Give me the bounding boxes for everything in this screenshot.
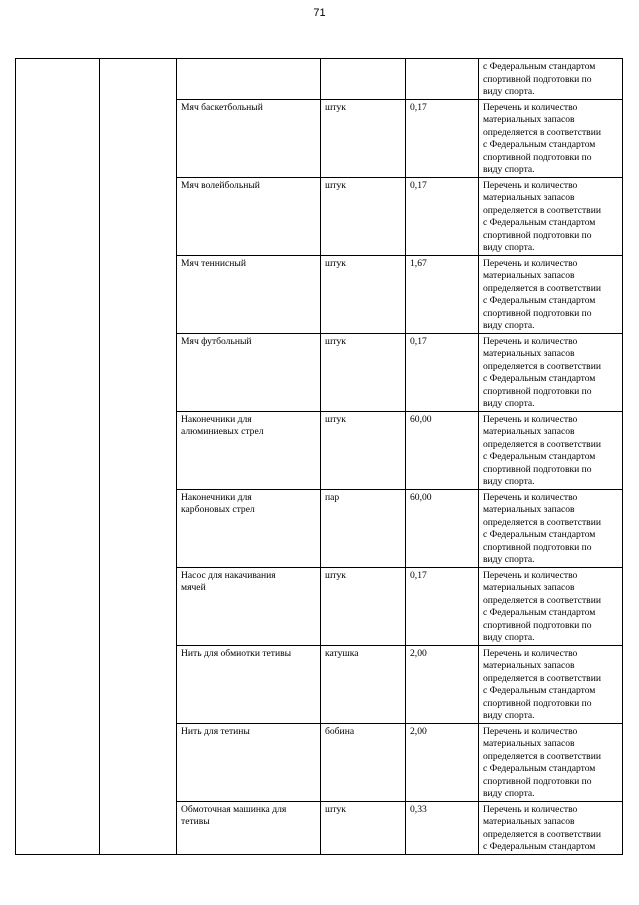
note-cell: Перечень и количество материальных запасов определяется в соответствии с Федеральным стандартом спортивной подготовки по виду спорта.	[479, 99, 623, 177]
note-cell: Перечень и количество материальных запасов определяется в соответствии с Федеральным стандартом спортивной подготовки по виду спорта.	[479, 489, 623, 567]
unit-cell: штук	[321, 333, 406, 411]
table-row-continuation	[16, 59, 623, 100]
qty-cell: 2,00	[406, 723, 479, 801]
note-cell: Перечень и количество материальных запасов определяется в соответствии с Федеральным стандартом спортивной подготовки по виду спорта.	[479, 411, 623, 489]
name-cell: Мяч футбольный	[177, 333, 321, 411]
unit-cell: штук	[321, 99, 406, 177]
qty-cell: 0,17	[406, 99, 479, 177]
note-cell: Перечень и количество материальных запасов определяется в соответствии с Федеральным стандартом	[479, 801, 623, 854]
materials-table	[15, 58, 623, 855]
qty-cell: 0,17	[406, 333, 479, 411]
unit-cell: штук	[321, 255, 406, 333]
note-cell: Перечень и количество материальных запасов определяется в соответствии с Федеральным стандартом спортивной подготовки по виду спорта.	[479, 177, 623, 255]
qty-cell: 2,00	[406, 645, 479, 723]
unit-cell: штук	[321, 177, 406, 255]
note-cell: Перечень и количество материальных запасов определяется в соответствии с Федеральным стандартом спортивной подготовки по виду спорта.	[479, 723, 623, 801]
note-cell: Перечень и количество материальных запасов определяется в соответствии с Федеральным стандартом спортивной подготовки по виду спорта.	[479, 255, 623, 333]
page-number: 71	[313, 7, 326, 19]
name-cell: Мяч баскетбольный	[177, 99, 321, 177]
name-cell: Нить для обмиотки тетивы	[177, 645, 321, 723]
unit-cell: штук	[321, 567, 406, 645]
qty-cell: 0,17	[406, 567, 479, 645]
unit-cell: катушка	[321, 645, 406, 723]
name-cell: Обмоточная машинка для тетивы	[177, 801, 321, 854]
unit-cell	[321, 59, 406, 100]
name-cell: Мяч волейбольный	[177, 177, 321, 255]
merged-cell-col2	[100, 59, 177, 855]
qty-cell: 60,00	[406, 411, 479, 489]
name-cell: Насос для накачивания мячей	[177, 567, 321, 645]
merged-cell-col1	[16, 59, 100, 855]
unit-cell: штук	[321, 801, 406, 854]
unit-cell: пар	[321, 489, 406, 567]
name-cell: Мяч теннисный	[177, 255, 321, 333]
qty-cell: 60,00	[406, 489, 479, 567]
qty-cell: 0,33	[406, 801, 479, 854]
name-cell: Нить для тетины	[177, 723, 321, 801]
qty-cell: 1,67	[406, 255, 479, 333]
qty-cell	[406, 59, 479, 100]
unit-cell: штук	[321, 411, 406, 489]
note-cell: Перечень и количество материальных запасов определяется в соответствии с Федеральным стандартом спортивной подготовки по виду спорта.	[479, 567, 623, 645]
note-cell: с Федеральным стандартом спортивной подготовки по виду спорта.	[479, 59, 623, 100]
name-cell: Наконечники для алюминиевых стрел	[177, 411, 321, 489]
note-cell: Перечень и количество материальных запасов определяется в соответствии с Федеральным стандартом спортивной подготовки по виду спорта.	[479, 333, 623, 411]
table-body	[16, 59, 623, 855]
note-cell: Перечень и количество материальных запасов определяется в соответствии с Федеральным стандартом спортивной подготовки по виду спорта.	[479, 645, 623, 723]
unit-cell: бобина	[321, 723, 406, 801]
qty-cell: 0,17	[406, 177, 479, 255]
name-cell	[177, 59, 321, 100]
name-cell: Наконечники для карбоновых стрел	[177, 489, 321, 567]
